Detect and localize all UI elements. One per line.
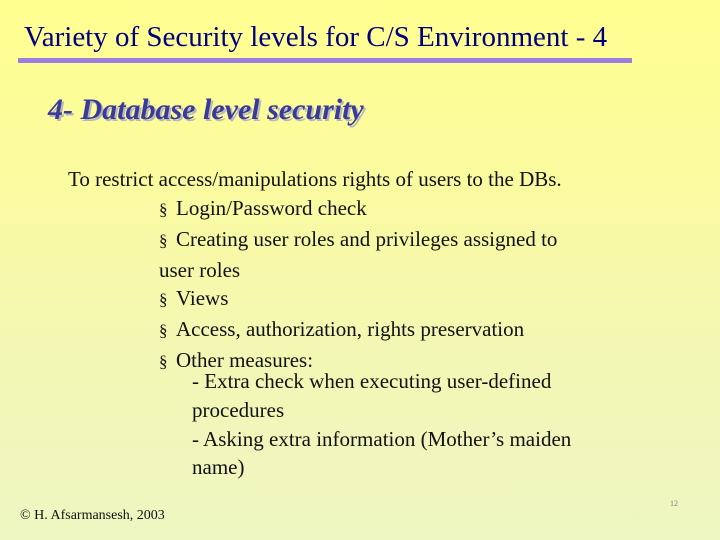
bullet-text: Other measures: (176, 347, 314, 372)
page-number: 12 (670, 499, 678, 508)
bullet-icon: § (159, 351, 168, 371)
title-underline (18, 58, 632, 63)
bullet-text: Login/Password check (176, 196, 367, 220)
sub-item-continuation: procedures (192, 397, 285, 422)
slide-title: Variety of Security levels for C/S Environment - 4 (24, 21, 608, 53)
bullet-icon: § (159, 230, 168, 250)
bullet-item (159, 225, 557, 256)
bullet-item (159, 194, 557, 225)
bullet-icon: § (159, 290, 168, 310)
section-heading: 4- Database level security (48, 93, 364, 126)
bullet-item (159, 315, 557, 346)
intro-text: To restrict access/manipulations rights of users to the DBs. (68, 167, 562, 191)
bullet-text: Creating user roles and privileges assigned to (176, 226, 558, 251)
bullet-list (159, 194, 557, 377)
bullet-text: Access, authorization, rights preservation (176, 317, 525, 342)
bullet-item (159, 284, 557, 315)
bullet-text: Views (176, 286, 229, 311)
bullet-continuation: user roles (159, 257, 241, 282)
sub-item: - Asking extra information (Mother’s maiden (192, 426, 572, 451)
bullet-icon: § (159, 321, 168, 341)
bullet-icon: § (159, 200, 168, 219)
footer-copyright: © H. Afsarmansesh, 2003 (20, 508, 165, 523)
sub-item-continuation: name) (192, 455, 245, 480)
sub-item: - Extra check when executing user-defined (192, 369, 552, 393)
sub-list (192, 367, 571, 482)
